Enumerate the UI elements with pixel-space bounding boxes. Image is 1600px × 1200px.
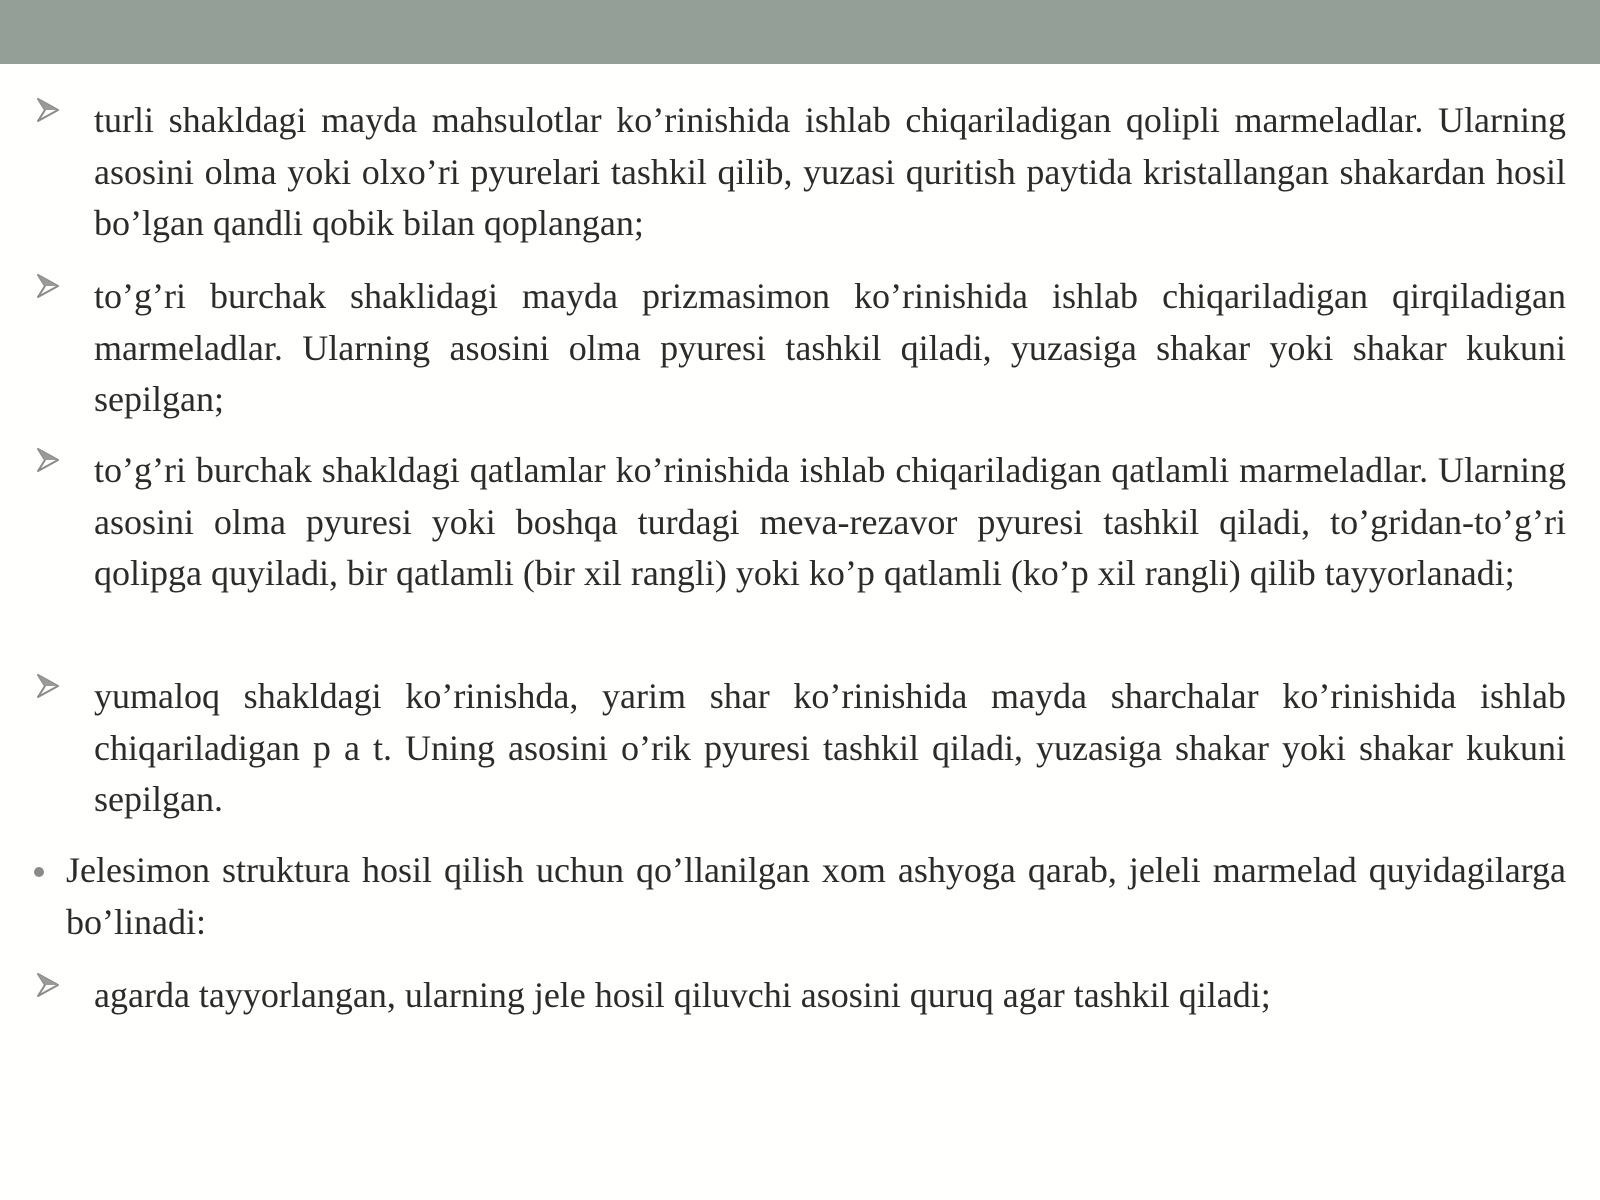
arrow-bullet-icon — [36, 972, 60, 1000]
arrow-bullet-icon — [36, 97, 60, 125]
list-item-text: to’g’ri burchak shaklidagi mayda prizmasimon ko’rinishida ishlab chiqariladigan qirqiladigan marmeladlar. Ularning asosini olma pyuresi tashkil qiladi, yuzasiga shakar yoki shakar kukuni sepilgan; — [94, 276, 1566, 419]
list-item-text: yumaloq shakldagi ko’rinishda, yarim shar ko’rinishida mayda sharchalar ko’rinishida ishlab chiqariladigan p a t. Uning asosini o’rik pyuresi tashkil qiladi, yuzasiga shakar yoki shakar kukuni sepilgan. — [94, 676, 1566, 819]
dot-bullet-icon — [34, 867, 44, 877]
arrow-bullet-icon — [36, 673, 60, 701]
list-item-text: agarda tayyorlangan, ularning jele hosil qiluvchi asosini quruq agar tashkil qiladi; — [94, 975, 1271, 1015]
list-item-text: turli shakldagi mayda mahsulotlar ko’rinishida ishlab chiqariladigan qolipli marmeladlar. Ularning asosini olma yoki olxo’ri pyurelari tashkil qilib, yuzasi quritish paytida kristallangan shakardan hosil bo’lgan qandli qobik bilan qoplangan; — [94, 100, 1566, 243]
list-item-text: Jelesimon struktura hosil qilish uchun qo’llanilgan xom ashyoga qarab, jeleli marmelad quyidagilarga bo’linadi: — [66, 850, 1566, 942]
list-item-text: to’g’ri burchak shakldagi qatlamlar ko’rinishida ishlab chiqariladigan qatlamli marmeladlar. Ularning asosini olma pyuresi yoki boshqa turdagi meva-rezavor pyuresi tashkil qiladi, to’gridan-to’g’ri qolipga quyiladi, bir qatlamli (bir xil rangli) yoki ko’p qatlamli (ko’p xil rangli) qilib tayyorlanadi; — [94, 450, 1566, 593]
arrow-bullet-icon — [36, 273, 60, 301]
arrow-bullet-icon — [36, 447, 60, 475]
